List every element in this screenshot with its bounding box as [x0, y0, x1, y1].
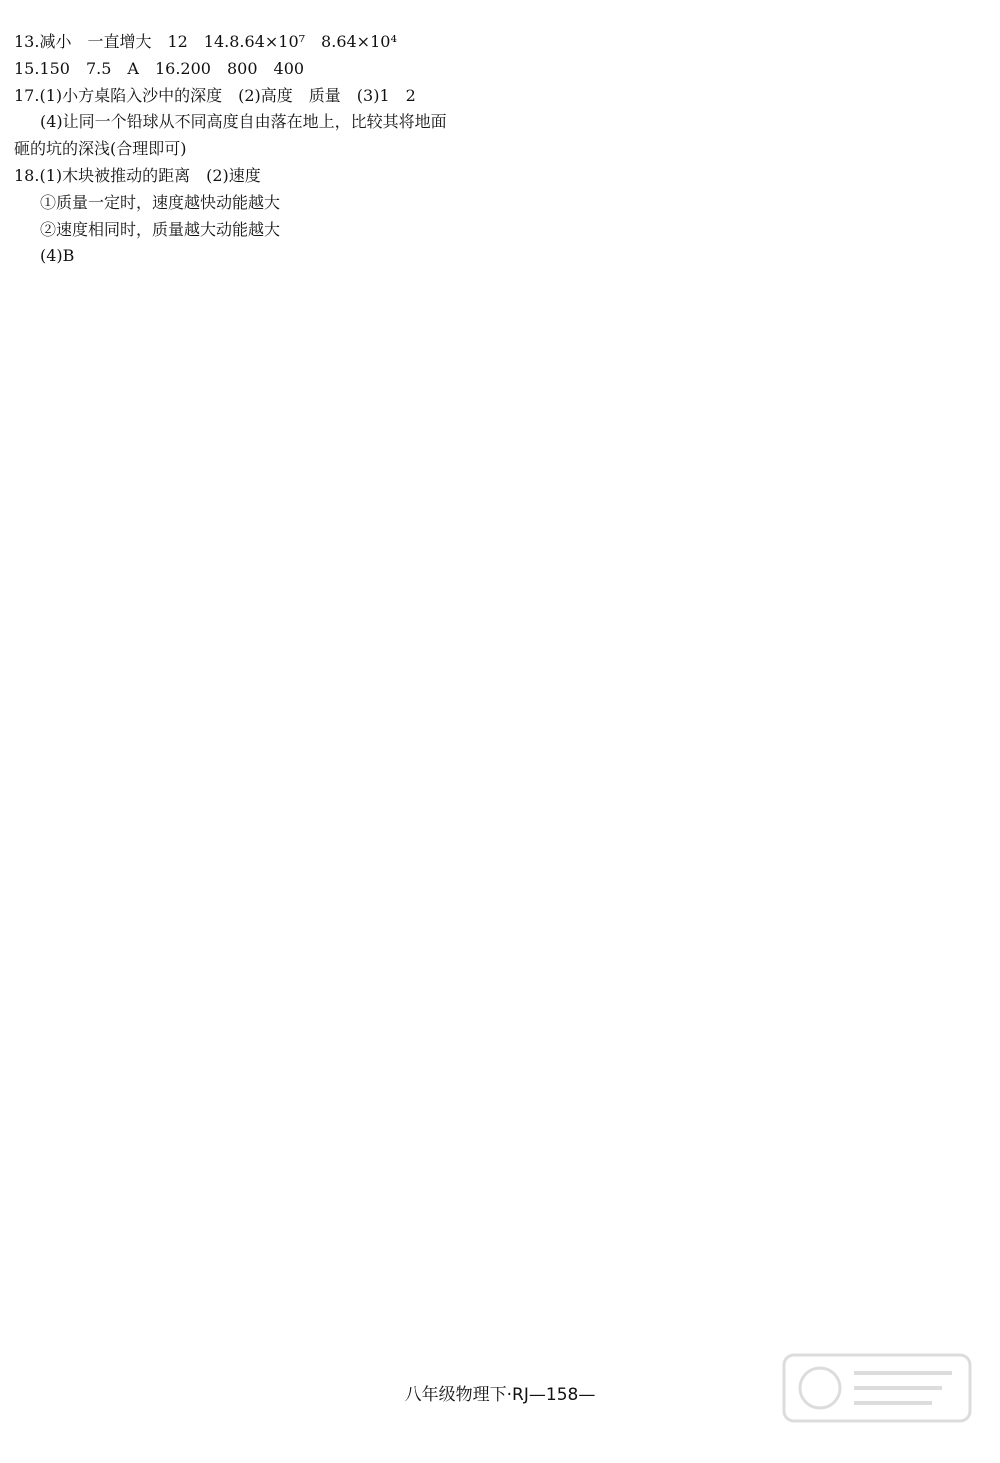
watermark-logo — [782, 1353, 972, 1423]
page-footer: 八年级物理下·RJ—158— — [404, 1385, 596, 1405]
answer-line: 13.减小 一直增大 12 14.8.64×10⁷ 8.64×10⁴ — [14, 32, 397, 51]
answer-line: 18.(1)木块被推动的距离 (2)速度 — [14, 165, 261, 185]
answer-line: (4)B — [40, 246, 75, 266]
left-column — [14, 30, 474, 271]
answer-line: (4)让同一个铅球从不同高度自由落在地上，比较其将地面 — [40, 112, 447, 132]
answer-line: ①质量一定时，速度越快动能越大 — [40, 192, 281, 212]
answer-line: ②速度相同时，质量越大动能越大 — [40, 219, 281, 239]
answer-line: 17.(1)小方桌陷入沙中的深度 (2)高度 质量 (3)1 2 — [14, 85, 416, 105]
answer-line: 砸的坑的深浅(合理即可) — [14, 139, 187, 159]
answer-line: 15.150 7.5 A 16.200 800 400 — [14, 58, 305, 78]
